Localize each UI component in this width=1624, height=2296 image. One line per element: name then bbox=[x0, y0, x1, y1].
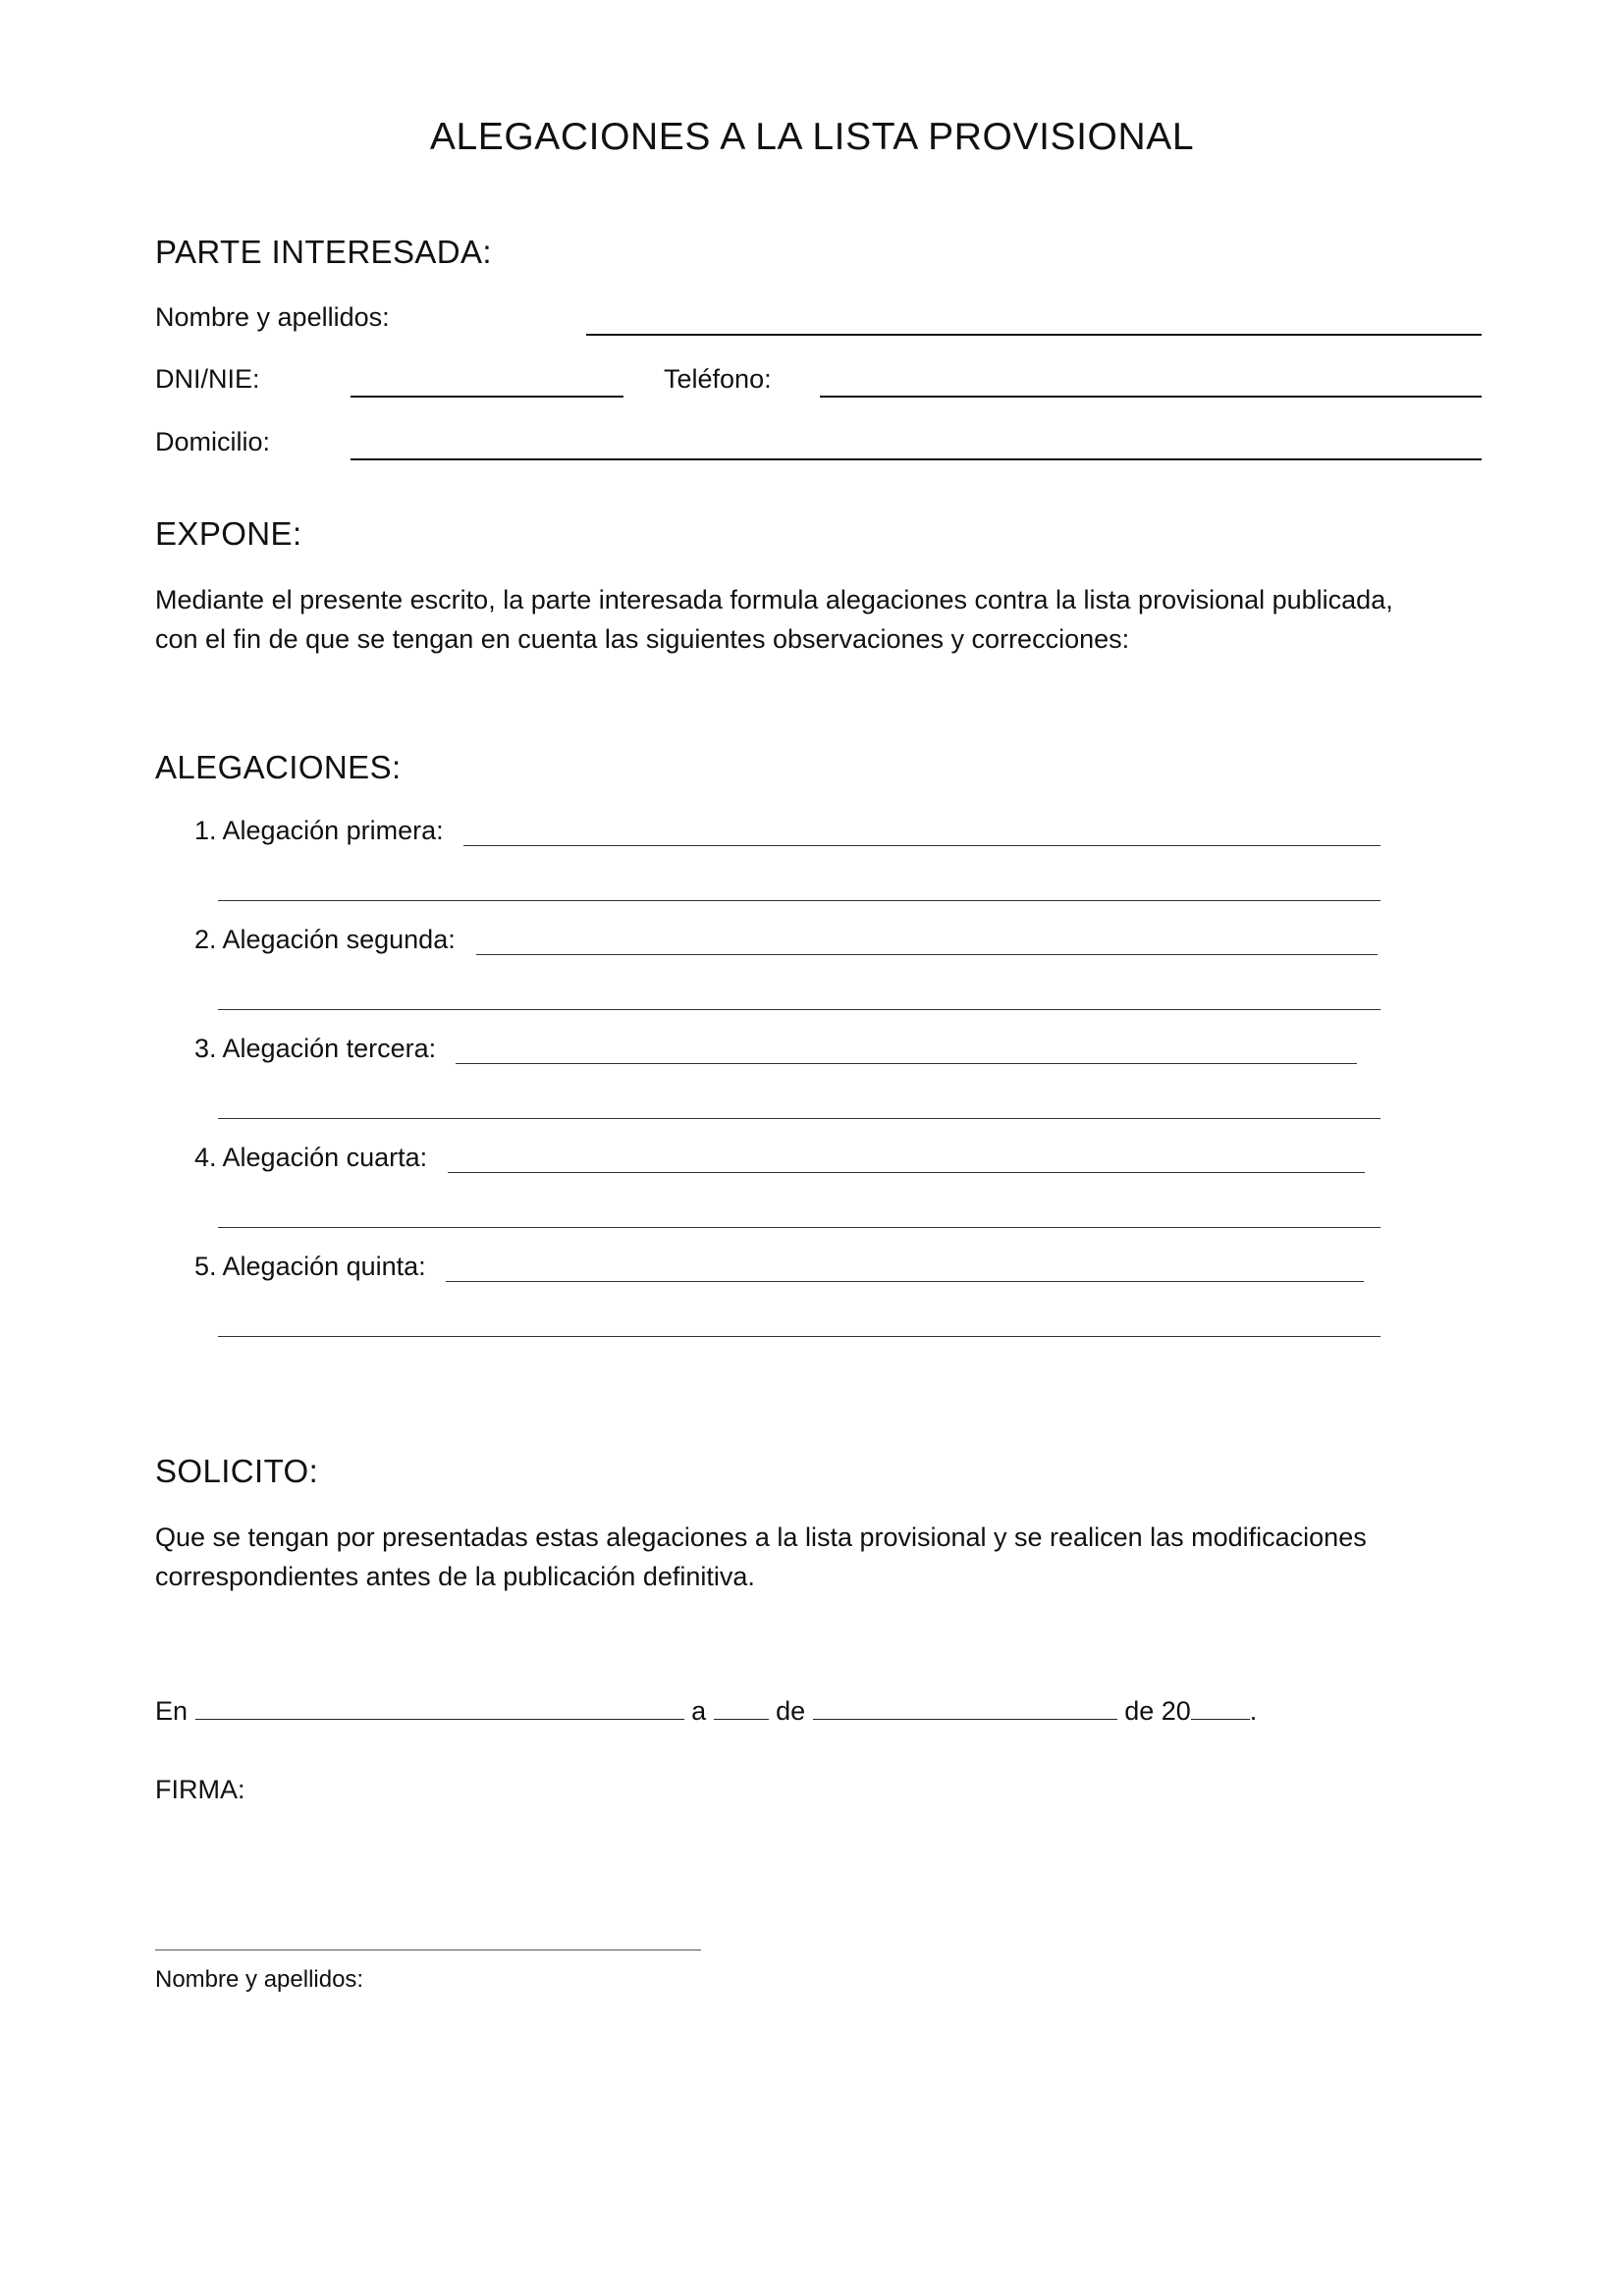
fecha-lugar-blank[interactable] bbox=[195, 1697, 684, 1720]
fecha-de-label: de bbox=[776, 1696, 806, 1726]
solicito-heading: SOLICITO: bbox=[155, 1453, 319, 1489]
document-title: ALEGACIONES A LA LISTA PROVISIONAL bbox=[429, 116, 1195, 158]
domicilio-label: Domicilio: bbox=[155, 427, 271, 456]
alegacion-2-label: 2. Alegación segunda: bbox=[194, 925, 456, 954]
fecha-end-period: . bbox=[1249, 1696, 1258, 1726]
alegacion-1-line-2[interactable] bbox=[218, 900, 1380, 901]
domicilio-field-line[interactable] bbox=[351, 458, 1482, 460]
nombre-label: Nombre y apellidos: bbox=[155, 302, 390, 332]
firma-label: FIRMA: bbox=[155, 1775, 245, 1804]
alegacion-4-line-1[interactable] bbox=[448, 1172, 1365, 1173]
nombre-field-line[interactable] bbox=[586, 334, 1482, 336]
alegacion-3-line-1[interactable] bbox=[456, 1063, 1357, 1064]
dni-field-line[interactable] bbox=[351, 396, 623, 398]
alegacion-1-line-1[interactable] bbox=[463, 845, 1380, 846]
solicito-text-line-1: Que se tengan por presentadas estas alegaciones a la lista provisional y se realicen las modificaciones bbox=[155, 1522, 1367, 1552]
expone-text-line-1: Mediante el presente escrito, la parte interesada formula alegaciones contra la lista provisional publicada, bbox=[155, 585, 1393, 614]
alegacion-3-label: 3. Alegación tercera: bbox=[194, 1034, 437, 1063]
fecha-a-label: a bbox=[691, 1696, 707, 1726]
fecha-de20-label: de 20 bbox=[1124, 1696, 1191, 1726]
firma-signature-line[interactable] bbox=[155, 1949, 701, 1950]
alegacion-5-label: 5. Alegación quinta: bbox=[194, 1252, 426, 1281]
telefono-field-line[interactable] bbox=[820, 396, 1482, 398]
expone-text-line-2: con el fin de que se tengan en cuenta las siguientes observaciones y correcciones: bbox=[155, 624, 1130, 654]
alegacion-5-line-2[interactable] bbox=[218, 1336, 1380, 1337]
alegacion-3-line-2[interactable] bbox=[218, 1118, 1380, 1119]
firma-nombre-label: Nombre y apellidos: bbox=[155, 1966, 364, 1993]
expone-heading: EXPONE: bbox=[155, 515, 302, 552]
alegacion-4-label: 4. Alegación cuarta: bbox=[194, 1143, 428, 1172]
telefono-label: Teléfono: bbox=[664, 364, 772, 394]
alegacion-2-line-2[interactable] bbox=[218, 1009, 1380, 1010]
solicito-text-line-2: correspondientes antes de la publicación definitiva. bbox=[155, 1562, 755, 1591]
fecha-line bbox=[155, 1696, 1257, 1727]
fecha-en-label: En bbox=[155, 1696, 189, 1726]
parte-interesada-heading: PARTE INTERESADA: bbox=[155, 234, 492, 270]
alegaciones-heading: ALEGACIONES: bbox=[155, 749, 402, 785]
fecha-dia-blank[interactable] bbox=[714, 1697, 769, 1720]
dni-label: DNI/NIE: bbox=[155, 364, 260, 394]
alegacion-1-label: 1. Alegación primera: bbox=[194, 816, 444, 845]
alegacion-5-line-1[interactable] bbox=[446, 1281, 1364, 1282]
alegacion-4-line-2[interactable] bbox=[218, 1227, 1380, 1228]
fecha-mes-blank[interactable] bbox=[813, 1697, 1117, 1720]
alegacion-2-line-1[interactable] bbox=[476, 954, 1378, 955]
fecha-anio-blank[interactable] bbox=[1191, 1697, 1250, 1720]
